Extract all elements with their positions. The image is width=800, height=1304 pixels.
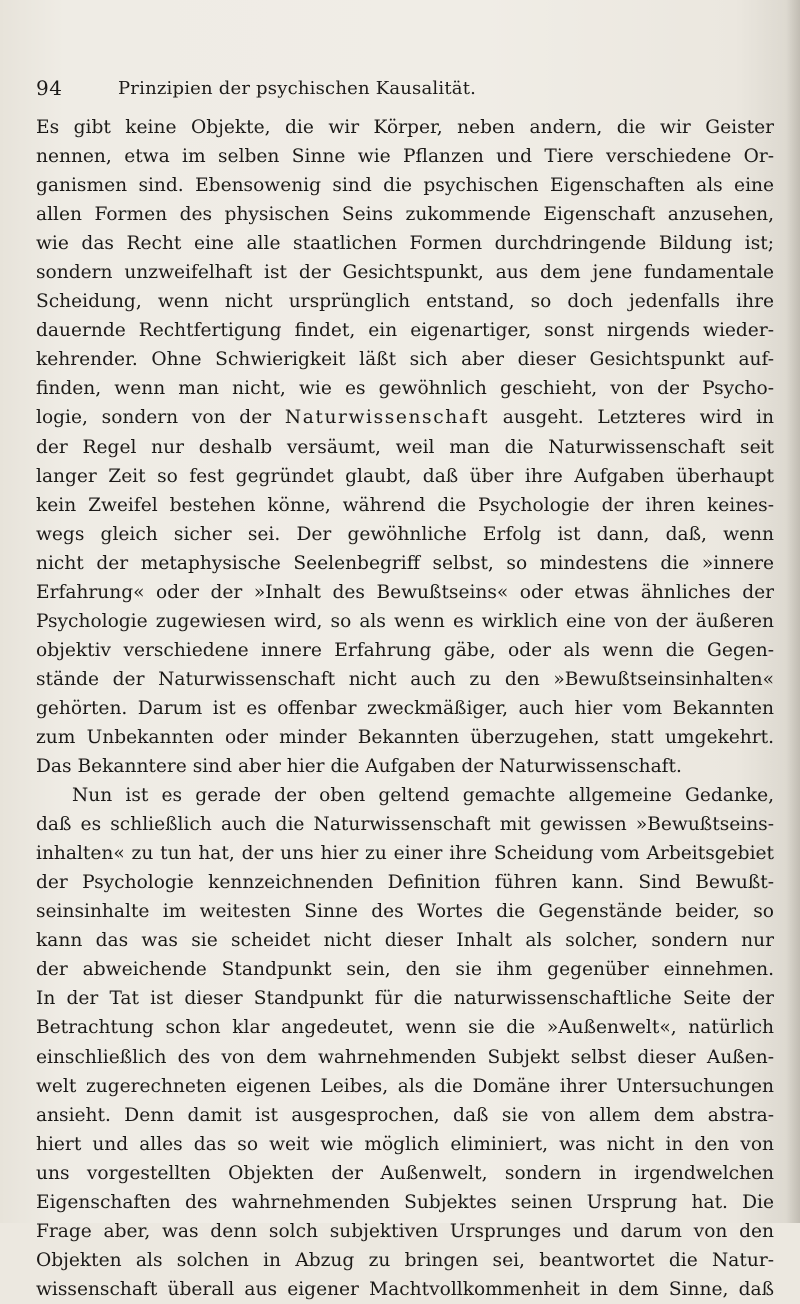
text-line: Eigenschaften des wahrnehmenden Subjektes seinen Ursprung hat. Die (36, 1191, 774, 1213)
page-number: 94 (36, 76, 63, 100)
text-line: uns vorgestellten Objekten der Außenwelt, sondern in irgendwelchen (36, 1162, 774, 1184)
text-line: Das Bekanntere sind aber hier die Aufgaben der Naturwissenschaft. (36, 756, 682, 778)
running-head: Prinzipien der psychischen Kausalität. (118, 78, 477, 99)
text-line: zum Unbekannten oder minder Bekannten überzugehen, statt umgekehrt. (36, 726, 774, 748)
text-line: der abweichende Standpunkt sein, den sie ihm gegenüber einnehmen. (36, 959, 774, 981)
text-line: nennen, etwa im selben Sinne wie Pflanzen und Tiere verschiedene Or- (36, 146, 774, 168)
text-line: seinsinhalte im weitesten Sinne des Wortes die Gegenstände beider, so (36, 901, 774, 923)
text-line: wissenschaft überall aus eigener Machtvollkommenheit in dem Sinne, daß (36, 1278, 774, 1300)
text-line: Scheidung, wenn nicht ursprünglich entstand, so doch jedenfalls ihre (36, 291, 774, 313)
text-line: kein Zweifel bestehen könne, während die Psychologie der ihren keines- (36, 494, 774, 516)
text-line: daß es schließlich auch die Naturwissenschaft mit gewissen »Bewußtseins- (36, 814, 774, 836)
page-edge-shadow (786, 0, 800, 1223)
text-line: kehrender. Ohne Schwierigkeit läßt sich aber dieser Gesichtspunkt auf- (36, 349, 774, 371)
text-line: ganismen sind. Ebensowenig sind die psychischen Eigenschaften als eine (36, 175, 774, 197)
text-line: Erfahrung« oder der »Inhalt des Bewußtseins« oder etwas ähnliches der (36, 581, 774, 603)
text-line: einschließlich des von dem wahrnehmenden Subjekt selbst dieser Außen- (36, 1046, 774, 1068)
text-line: sondern unzweifelhaft ist der Gesichtspunkt, aus dem jene fundamentale (36, 262, 774, 284)
text-line: allen Formen des physischen Seins zukommende Eigenschaft anzusehen, (36, 204, 774, 226)
emphasized-word: Naturwissenschaft (284, 407, 490, 429)
text-line: langer Zeit so fest gegründet glaubt, daß über ihre Aufgaben überhaupt (36, 465, 774, 487)
text-line: welt zugerechneten eigenen Leibes, als die Domäne ihrer Untersuchungen (36, 1075, 774, 1097)
text-line-emphasis: logie, sondern von der Naturwissenschaft ausgeht. Letzteres wird in (36, 407, 774, 429)
body-text (36, 113, 774, 1304)
text-line: kann das was sie scheidet nicht dieser Inhalt als solcher, sondern nur (36, 930, 774, 952)
text-line: nicht der metaphysische Seelenbegriff selbst, so mindestens die »innere (36, 552, 774, 574)
text-line: stände der Naturwissenschaft nicht auch zu den »Bewußtseinsinhalten« (36, 668, 774, 690)
text-line: hiert und alles das so weit wie möglich eliminiert, was nicht in den von (36, 1133, 774, 1155)
text-line: wegs gleich sicher sei. Der gewöhnliche Erfolg ist dann, daß, wenn (36, 523, 774, 545)
text-line: inhalten« zu tun hat, der uns hier zu einer ihre Scheidung vom Arbeitsgebiet (36, 843, 774, 865)
text-line-paragraph-start: Nun ist es gerade der oben geltend gemachte allgemeine Gedanke, (72, 785, 774, 807)
text-line: Frage aber, was denn solch subjektiven Ursprunges und darum von den (36, 1220, 774, 1242)
page-header (36, 76, 776, 104)
text-line: Betrachtung schon klar angedeutet, wenn sie die »Außenwelt«, natürlich (36, 1017, 774, 1039)
text-line: der Regel nur deshalb versäumt, weil man die Naturwissenschaft seit (36, 436, 774, 458)
text-line: In der Tat ist dieser Standpunkt für die naturwissenschaftliche Seite der (36, 988, 774, 1010)
text-line: gehörten. Darum ist es offenbar zweckmäßiger, auch hier vom Bekannten (36, 697, 774, 719)
text-line: finden, wenn man nicht, wie es gewöhnlich geschieht, von der Psycho- (36, 378, 774, 400)
text-line: objektiv verschiedene innere Erfahrung gäbe, oder als wenn die Gegen- (36, 639, 774, 661)
text-line: Es gibt keine Objekte, die wir Körper, neben andern, die wir Geister (36, 117, 774, 138)
text-line: Objekten als solchen in Abzug zu bringen sei, beantwortet die Natur- (36, 1249, 774, 1271)
text-line: ansieht. Denn damit ist ausgesprochen, daß sie von allem dem abstra- (36, 1104, 774, 1126)
text-line: dauernde Rechtfertigung findet, ein eigenartiger, sonst nirgends wieder- (36, 320, 774, 342)
text-line: der Psychologie kennzeichnenden Definition führen kann. Sind Bewußt- (36, 872, 774, 894)
text-line: wie das Recht eine alle staatlichen Formen durchdringende Bildung ist; (36, 233, 774, 255)
text-line: Psychologie zugewiesen wird, so als wenn es wirklich eine von der äußeren (36, 610, 774, 632)
